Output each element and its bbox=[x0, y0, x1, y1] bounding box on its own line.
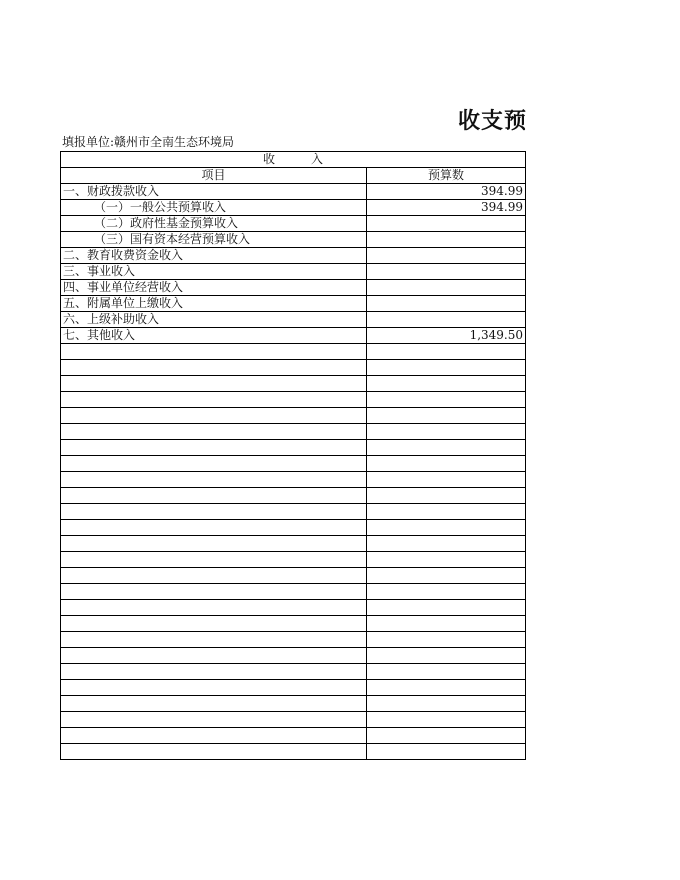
column-header-row bbox=[61, 168, 526, 184]
empty-item-cell bbox=[61, 408, 367, 424]
empty-item-cell bbox=[61, 472, 367, 488]
empty-amount-cell bbox=[367, 632, 526, 648]
empty-row bbox=[61, 376, 526, 392]
row-item: 二、教育收费资金收入 bbox=[61, 248, 367, 264]
empty-item-cell bbox=[61, 728, 367, 744]
empty-amount-cell bbox=[367, 664, 526, 680]
empty-row bbox=[61, 648, 526, 664]
row-item: （三）国有资本经营预算收入 bbox=[61, 232, 367, 248]
empty-amount-cell bbox=[367, 536, 526, 552]
empty-row bbox=[61, 520, 526, 536]
section-header-row bbox=[61, 152, 526, 168]
empty-row bbox=[61, 632, 526, 648]
table-row bbox=[61, 248, 526, 264]
empty-item-cell bbox=[61, 552, 367, 568]
table-row bbox=[61, 216, 526, 232]
empty-item-cell bbox=[61, 712, 367, 728]
row-item: 七、其他收入 bbox=[61, 328, 367, 344]
empty-amount-cell bbox=[367, 408, 526, 424]
row-amount bbox=[367, 232, 526, 248]
empty-amount-cell bbox=[367, 680, 526, 696]
empty-amount-cell bbox=[367, 456, 526, 472]
empty-amount-cell bbox=[367, 648, 526, 664]
row-amount: 394.99 bbox=[367, 200, 526, 216]
empty-amount-cell bbox=[367, 568, 526, 584]
empty-amount-cell bbox=[367, 584, 526, 600]
table-row bbox=[61, 328, 526, 344]
empty-item-cell bbox=[61, 648, 367, 664]
empty-item-cell bbox=[61, 376, 367, 392]
empty-item-cell bbox=[61, 424, 367, 440]
income-budget-table bbox=[60, 151, 526, 760]
table-row bbox=[61, 184, 526, 200]
empty-amount-cell bbox=[367, 600, 526, 616]
table-row bbox=[61, 200, 526, 216]
empty-row bbox=[61, 536, 526, 552]
row-amount bbox=[367, 216, 526, 232]
empty-amount-cell bbox=[367, 712, 526, 728]
empty-amount-cell bbox=[367, 728, 526, 744]
empty-amount-cell bbox=[367, 424, 526, 440]
empty-row bbox=[61, 504, 526, 520]
empty-item-cell bbox=[61, 568, 367, 584]
empty-amount-cell bbox=[367, 344, 526, 360]
empty-item-cell bbox=[61, 616, 367, 632]
empty-item-cell bbox=[61, 440, 367, 456]
empty-item-cell bbox=[61, 488, 367, 504]
empty-row bbox=[61, 472, 526, 488]
empty-item-cell bbox=[61, 632, 367, 648]
empty-row bbox=[61, 728, 526, 744]
row-amount bbox=[367, 312, 526, 328]
row-item: 四、事业单位经营收入 bbox=[61, 280, 367, 296]
empty-item-cell bbox=[61, 664, 367, 680]
empty-row bbox=[61, 440, 526, 456]
empty-item-cell bbox=[61, 600, 367, 616]
empty-row bbox=[61, 616, 526, 632]
empty-row bbox=[61, 696, 526, 712]
empty-item-cell bbox=[61, 680, 367, 696]
row-item: 五、附属单位上缴收入 bbox=[61, 296, 367, 312]
row-amount bbox=[367, 248, 526, 264]
section-header: 收 入 bbox=[61, 152, 526, 168]
empty-amount-cell bbox=[367, 376, 526, 392]
table-row bbox=[61, 296, 526, 312]
empty-item-cell bbox=[61, 504, 367, 520]
empty-item-cell bbox=[61, 344, 367, 360]
column-header-item: 项目 bbox=[61, 168, 367, 184]
empty-row bbox=[61, 744, 526, 760]
empty-amount-cell bbox=[367, 360, 526, 376]
empty-row bbox=[61, 360, 526, 376]
empty-amount-cell bbox=[367, 744, 526, 760]
empty-row bbox=[61, 712, 526, 728]
empty-row bbox=[61, 488, 526, 504]
empty-row bbox=[61, 424, 526, 440]
empty-amount-cell bbox=[367, 616, 526, 632]
empty-row bbox=[61, 344, 526, 360]
empty-row bbox=[61, 680, 526, 696]
empty-amount-cell bbox=[367, 488, 526, 504]
empty-row bbox=[61, 664, 526, 680]
empty-item-cell bbox=[61, 360, 367, 376]
empty-item-cell bbox=[61, 456, 367, 472]
row-item: 一、财政拨款收入 bbox=[61, 184, 367, 200]
empty-row bbox=[61, 456, 526, 472]
empty-row bbox=[61, 408, 526, 424]
row-amount: 394.99 bbox=[367, 184, 526, 200]
table-row bbox=[61, 264, 526, 280]
row-amount bbox=[367, 280, 526, 296]
empty-item-cell bbox=[61, 584, 367, 600]
empty-row bbox=[61, 600, 526, 616]
empty-row bbox=[61, 552, 526, 568]
row-item: 三、事业收入 bbox=[61, 264, 367, 280]
empty-amount-cell bbox=[367, 552, 526, 568]
empty-row bbox=[61, 392, 526, 408]
empty-amount-cell bbox=[367, 440, 526, 456]
empty-row bbox=[61, 584, 526, 600]
row-amount bbox=[367, 264, 526, 280]
row-amount: 1,349.50 bbox=[367, 328, 526, 344]
empty-item-cell bbox=[61, 744, 367, 760]
reporting-unit: 填报单位:赣州市全南生态环境局 bbox=[62, 135, 235, 149]
empty-amount-cell bbox=[367, 392, 526, 408]
empty-row bbox=[61, 568, 526, 584]
page-title: 收支预 bbox=[458, 109, 528, 134]
empty-amount-cell bbox=[367, 520, 526, 536]
empty-amount-cell bbox=[367, 696, 526, 712]
row-item: （一）一般公共预算收入 bbox=[61, 200, 367, 216]
empty-item-cell bbox=[61, 536, 367, 552]
empty-item-cell bbox=[61, 696, 367, 712]
empty-item-cell bbox=[61, 520, 367, 536]
row-item: 六、上级补助收入 bbox=[61, 312, 367, 328]
table-row bbox=[61, 232, 526, 248]
row-amount bbox=[367, 296, 526, 312]
empty-amount-cell bbox=[367, 504, 526, 520]
table-row bbox=[61, 280, 526, 296]
table-row bbox=[61, 312, 526, 328]
row-item: （二）政府性基金预算收入 bbox=[61, 216, 367, 232]
column-header-amount: 预算数 bbox=[367, 168, 526, 184]
empty-item-cell bbox=[61, 392, 367, 408]
empty-amount-cell bbox=[367, 472, 526, 488]
